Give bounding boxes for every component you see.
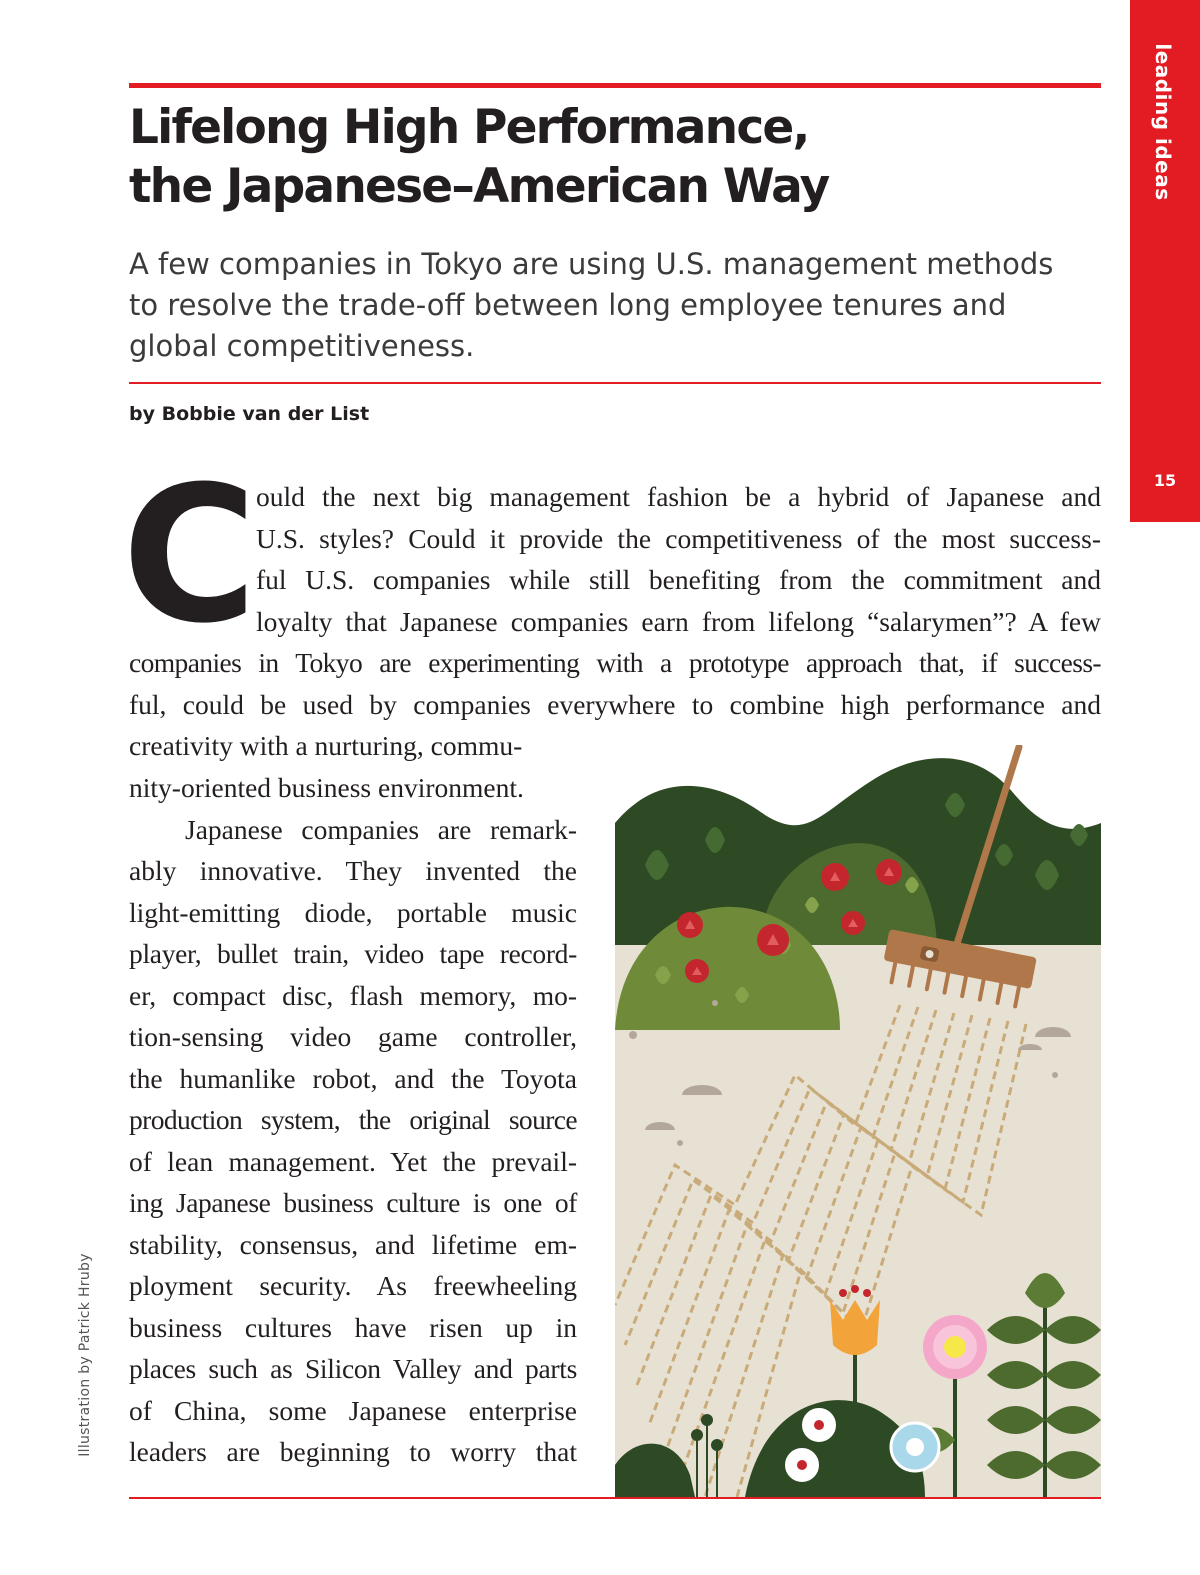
title-line: Lifelong High Performance, (129, 100, 809, 155)
title-line: the Japanese–American Way (129, 159, 829, 214)
bottom-rule (129, 1497, 1101, 1499)
body-line: player, bullet train, video tape record- (129, 938, 577, 969)
body-line: of lean management. Yet the prevail- (129, 1146, 577, 1177)
drop-cap: C (122, 446, 254, 665)
top-rule (129, 83, 1101, 88)
body-line: companies in Tokyo are experimenting with a prototype approach that, if success- (129, 647, 1101, 678)
section-label: leading ideas (1151, 43, 1175, 201)
body-line: ployment security. As freewheeling (129, 1270, 577, 1301)
body-line: light-emitting diode, portable music (129, 897, 577, 928)
article-title (129, 98, 1069, 216)
header-divider (129, 382, 1101, 384)
body-line: tion-sensing video game controller, (129, 1021, 577, 1052)
article-subtitle: A few companies in Tokyo are using U.S. management methods to resolve the trade-off between long employee tenures and global competitiveness. (129, 247, 1054, 363)
body-line: ably innovative. They invented the (129, 855, 577, 886)
body-line: creativity with a nurturing, commu- (129, 730, 523, 761)
byline: by Bobbie van der List (129, 403, 370, 425)
body-line: ful U.S. companies while still benefiting from the commitment and (256, 564, 1101, 595)
body-line: nity-oriented business environment. (129, 772, 524, 803)
body-line: ould the next big management fashion be a hybrid of Japanese and (256, 481, 1101, 512)
body-line: ful, could be used by companies everywhere to combine high performance and (129, 689, 1101, 720)
body-line: Japanese companies are remark- (185, 814, 577, 845)
body-line: of China, some Japanese enterprise (129, 1395, 577, 1426)
zen-garden-illustration (615, 745, 1101, 1497)
body-line: leaders are beginning to worry that (129, 1436, 577, 1467)
body-line: stability, consensus, and lifetime em- (129, 1229, 577, 1260)
body-line: places such as Silicon Valley and parts (129, 1353, 577, 1384)
body-line: U.S. styles? Could it provide the competitiveness of the most success- (256, 523, 1101, 554)
illustration-credit: Illustration by Patrick Hruby (77, 1253, 93, 1457)
body-line: loyalty that Japanese companies earn from lifelong “salarymen”? A few (256, 606, 1101, 637)
body-line: production system, the original source (129, 1104, 577, 1135)
body-line: the humanlike robot, and the Toyota (129, 1063, 577, 1094)
page-number: 15 (1153, 471, 1177, 490)
body-line: er, compact disc, flash memory, mo- (129, 980, 577, 1011)
body-line: business cultures have risen up in (129, 1312, 577, 1343)
body-line: ing Japanese business culture is one of (129, 1187, 577, 1218)
blue-flower (891, 1423, 939, 1471)
